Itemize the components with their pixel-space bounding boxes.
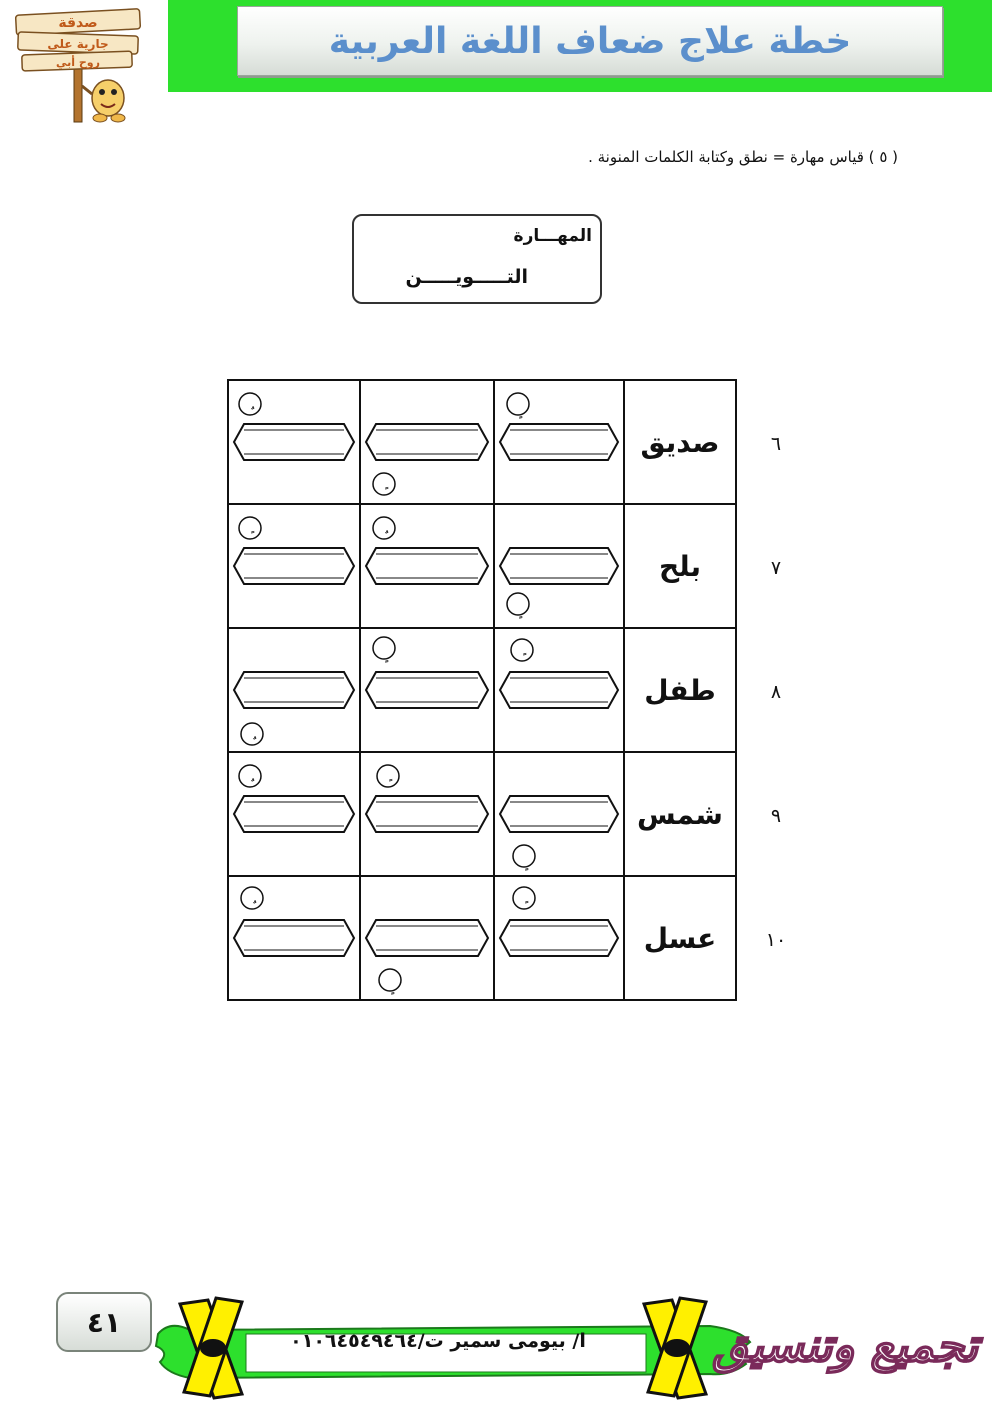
row-word: طفل [644, 674, 716, 707]
row-number: ٩ [770, 805, 782, 827]
row-number: ٨ [770, 681, 782, 703]
skill-box [352, 214, 602, 304]
answer-box[interactable] [366, 920, 488, 956]
tanween-tag [373, 473, 395, 495]
answer-box[interactable] [366, 548, 488, 584]
tanween-tag-text [385, 660, 389, 663]
row-number: ٧ [770, 557, 782, 579]
answer-box[interactable] [500, 920, 618, 956]
row-word: عسل [643, 922, 717, 955]
answer-box[interactable] [234, 796, 354, 832]
answer-box[interactable] [234, 424, 354, 460]
sign-line-3: روح أبي [56, 56, 100, 69]
answer-box[interactable] [500, 796, 618, 832]
tanween-tag [373, 637, 395, 659]
row-word: صديق [640, 426, 720, 459]
answer-box[interactable] [234, 548, 354, 584]
compiled-by-text: تجميع وتنسيق [712, 1318, 978, 1372]
tanween-tag [239, 517, 261, 539]
cartoon-character-icon [82, 80, 125, 122]
tanween-tag [513, 845, 535, 867]
tanween-tag [511, 639, 533, 661]
tanween-tag [239, 765, 261, 787]
row-word: شمس [637, 798, 723, 831]
footer-credit: ا/ بيومى سمير ت/٠١٠٦٤٥٤٩٤٦٤ [290, 1330, 586, 1352]
skill-label: المهـــارة [513, 226, 592, 246]
tanween-tag-text [525, 868, 529, 871]
answer-box[interactable] [234, 672, 354, 708]
tanween-tag [507, 593, 529, 615]
page-title: خطة علاج ضعاف اللغة العربية [328, 20, 852, 62]
answer-box[interactable] [500, 548, 618, 584]
charity-sign-logo [8, 6, 148, 124]
title-box [237, 6, 943, 76]
page-number: ٤١ [86, 1305, 122, 1339]
question-text: ( ٥ ) قياس مهارة = نطق وكتابة الكلمات المنونة . [588, 148, 898, 166]
tanween-tag-text [391, 992, 395, 995]
answer-box[interactable] [500, 672, 618, 708]
answer-box[interactable] [366, 796, 488, 832]
row-number: ٦ [770, 433, 782, 455]
answer-box[interactable] [366, 672, 488, 708]
answer-box[interactable] [366, 424, 488, 460]
tanween-tag [239, 393, 261, 415]
skill-value: التـــــويـــــن [405, 266, 528, 288]
tanween-tag [241, 887, 263, 909]
tanween-tag-text [519, 416, 523, 419]
sign-line-2: جارية على [47, 37, 109, 51]
sign-boards [16, 9, 141, 71]
tanween-tag-text [519, 616, 523, 619]
tanween-tag [373, 517, 395, 539]
tanween-tag [379, 969, 401, 991]
row-number: ١٠ [765, 929, 787, 951]
exercise-grid [220, 376, 800, 1008]
tanween-tag [377, 765, 399, 787]
row-word: بلح [658, 550, 702, 583]
tanween-tag [507, 393, 529, 415]
answer-box[interactable] [500, 424, 618, 460]
page-number-box [56, 1292, 152, 1352]
answer-box[interactable] [234, 920, 354, 956]
tanween-tag [241, 723, 263, 745]
tanween-tag [513, 887, 535, 909]
sign-line-1: صدقة [58, 15, 98, 31]
